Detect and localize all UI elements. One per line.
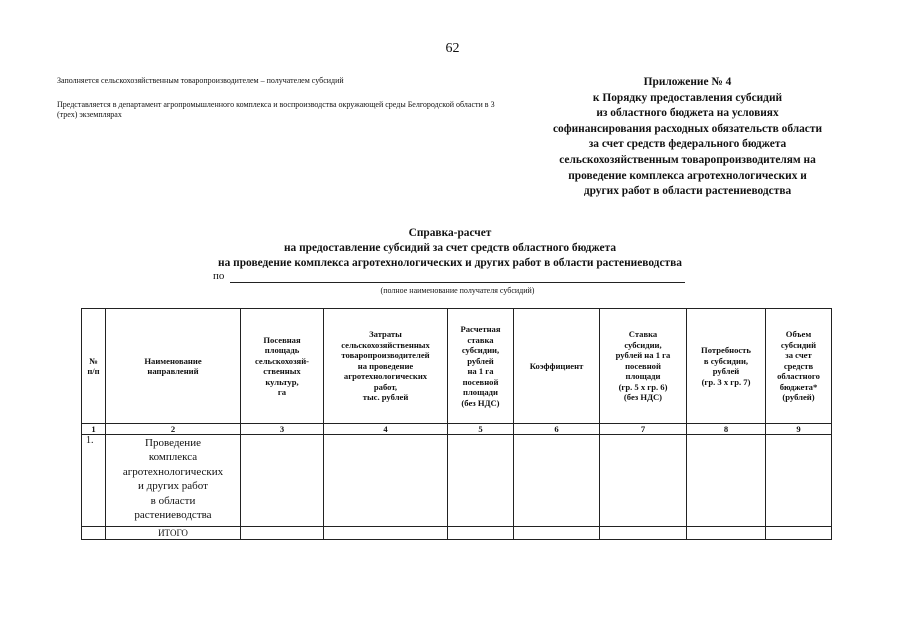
column-number: 6 <box>514 424 600 435</box>
appendix-line: из областного бюджета на условиях <box>596 107 779 120</box>
header-lines: Потребность в субсидии, рублей (гр. 3 х гр. 7) <box>701 345 751 387</box>
total-label: ИТОГО <box>106 527 241 540</box>
column-number: 2 <box>106 424 241 435</box>
column-number: 1 <box>82 424 106 435</box>
appendix-line: к Порядку предоставления субсидий <box>592 91 783 104</box>
column-number: 5 <box>448 424 514 435</box>
input-cell-rate[interactable] <box>448 435 514 527</box>
header-cell <box>600 309 687 424</box>
document-subtitle: на предоставление субсидий за счет средств областного бюджета <box>283 241 617 254</box>
header-lines: Объем субсидий за счет средств областного бюджета* (рублей) <box>777 329 820 403</box>
total-index-cell <box>82 527 106 540</box>
total-cell-area[interactable] <box>241 527 324 540</box>
header-cell <box>448 309 514 424</box>
header-cell <box>241 309 324 424</box>
row-index: 1. <box>82 435 106 527</box>
header-cell <box>687 309 766 424</box>
input-cell-subsidy-rate[interactable] <box>600 435 687 527</box>
page-number: 62 <box>445 41 460 56</box>
input-cell-costs[interactable] <box>324 435 448 527</box>
document-subtitle: на проведение комплекса агротехнологических и других работ в области растениеводства <box>218 256 682 269</box>
appendix-line: софинансирования расходных обязательств области <box>552 122 823 135</box>
total-cell-subsidy-rate[interactable] <box>600 527 687 540</box>
header-lines: Расчетная ставка субсидии, рублей на 1 га посевной площади (без НДС) <box>460 324 501 408</box>
column-number: 8 <box>687 424 766 435</box>
note-filled-by: Заполняется сельскохозяйственным товаропроизводителем – получателем субсидий <box>57 76 344 85</box>
header-lines: Наименование направлений <box>144 355 202 376</box>
column-number: 7 <box>600 424 687 435</box>
total-cell-volume[interactable] <box>766 527 832 540</box>
table-header-row <box>82 309 832 424</box>
document-title: Справка-расчет <box>408 227 492 239</box>
column-number: 3 <box>241 424 324 435</box>
table-row <box>82 435 832 527</box>
header-lines: Коэффициент <box>529 360 584 371</box>
appendix-line: сельскохозяйственным товаропроизводителям на <box>559 153 816 166</box>
header-lines: Посевная площадь сельскохозяй- ственных культур, га <box>254 334 310 397</box>
recipient-caption: (полное наименование получателя субсидий) <box>380 286 535 295</box>
total-cell-need[interactable] <box>687 527 766 540</box>
column-number-row <box>82 424 832 435</box>
document-title-block <box>150 226 750 270</box>
recipient-label: по <box>213 270 225 282</box>
header-cell <box>324 309 448 424</box>
input-cell-volume[interactable] <box>766 435 832 527</box>
input-cell-area[interactable] <box>241 435 324 527</box>
header-cell <box>766 309 832 424</box>
header-lines: Затраты сельскохозяйственных товаропроизводителей на проведение агротехнологических работ, тыс. рублей <box>341 329 430 403</box>
total-cell-coefficient[interactable] <box>514 527 600 540</box>
header-lines: № п/п <box>87 355 100 376</box>
input-cell-coefficient[interactable] <box>514 435 600 527</box>
total-row <box>82 527 832 540</box>
total-cell-costs[interactable] <box>324 527 448 540</box>
appendix-line: других работ в области растениеводства <box>583 185 792 198</box>
appendix-line: Приложение № 4 <box>643 76 732 88</box>
header-cell <box>106 309 241 424</box>
row-direction-name: Проведение комплекса агротехнологических и других работ в области растениеводства <box>106 435 241 527</box>
header-lines: Ставка субсидии, рублей на 1 га посевной площади (гр. 5 х гр. 6) (без НДС) <box>615 329 671 403</box>
header-cell <box>82 309 106 424</box>
note-submitted-to: Представляется в департамент агропромышленного комплекса и воспроизводства окружающей среды Белгородской области в 3 (трех) экземплярах <box>57 100 495 119</box>
appendix-line: за счет средств федерального бюджета <box>588 138 787 151</box>
recipient-field-line[interactable] <box>230 282 685 283</box>
appendix-line: проведение комплекса агротехнологических и <box>568 169 807 182</box>
column-number: 4 <box>324 424 448 435</box>
total-cell-rate[interactable] <box>448 527 514 540</box>
input-cell-need[interactable] <box>687 435 766 527</box>
calculation-table <box>81 308 832 540</box>
appendix-block <box>520 75 855 200</box>
header-cell <box>514 309 600 424</box>
column-number: 9 <box>766 424 832 435</box>
